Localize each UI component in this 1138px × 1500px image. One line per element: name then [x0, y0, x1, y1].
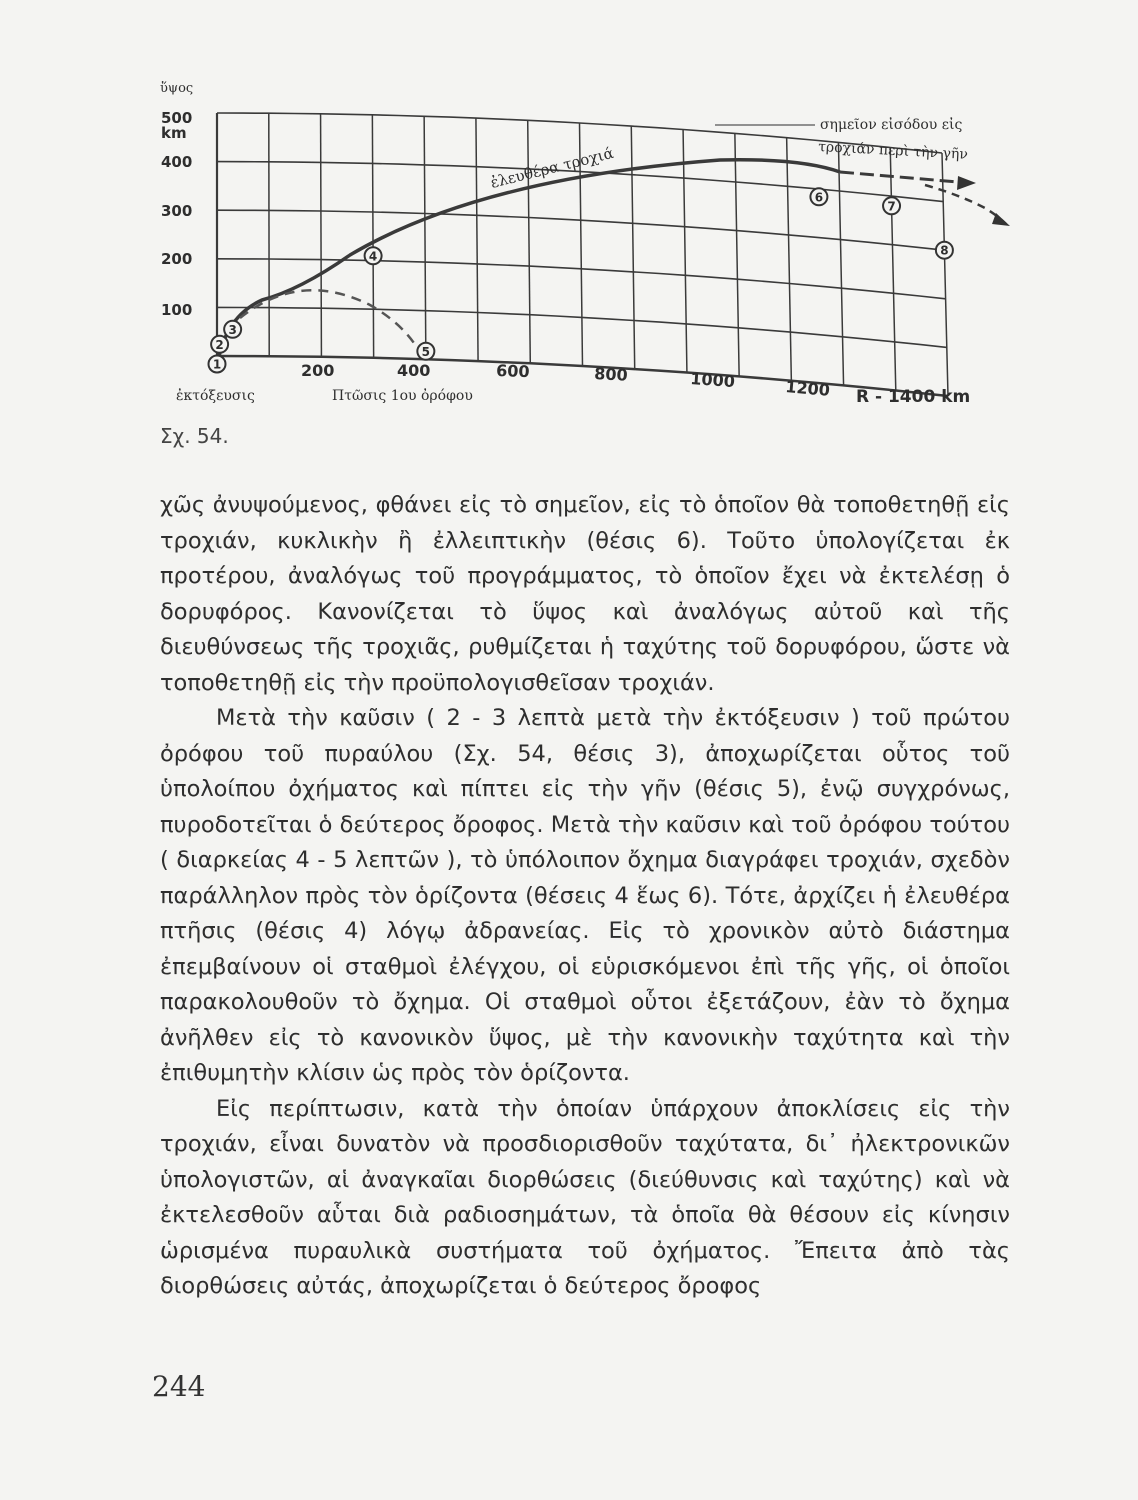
- paragraph-3: Εἰς περίπτωσιν, κατὰ τὴν ὁποίαν ὑπάρχουν ἀποκλίσεις εἰς τὴν τροχιάν, εἶναι δυνατὸν νὰ προσδιορισθοῦν ταχύτατα, δι᾽ ἠλεκτρονικῶν ὑπολογιστῶν, αἱ ἀναγκαῖαι διορθώσεις (διεύθυνσις καὶ ταχύτης) καὶ νὰ ἐκτελεσθοῦν αὗται διὰ ραδιοσημάτων, τὰ ὁποῖα θὰ θέσουν εἰς κίνησιν ὡρισμένα πυραυλικὰ συστήματα τοῦ ὀχήματος. Ἔπειτα ἀπὸ τὰς διορθώσεις αὐτάς, ἀποχωρίζεται ὁ δεύτερος ὄροφος: [160, 1095, 1010, 1299]
- y-tick-500: 500: [161, 109, 193, 127]
- free-flight-label: ἐλευθέρα τροχιά: [488, 143, 616, 192]
- position-marker-label: 5: [421, 344, 431, 359]
- first-stage-fall-label: Πτῶσις 1ου ὀρόφου: [332, 388, 473, 404]
- trajectory-figure: [0, 0, 1138, 440]
- x-tick-1200: 1200: [784, 377, 831, 400]
- position-marker-1: [209, 356, 226, 373]
- grid-line-v900: [683, 130, 687, 373]
- grid-line-v1200: [838, 142, 843, 385]
- grid-line-v1300: [890, 147, 896, 390]
- grid-line-v1000: [735, 133, 739, 376]
- position-marker-label: 7: [887, 199, 896, 214]
- position-marker-label: 6: [814, 190, 824, 205]
- position-marker-4: [365, 247, 382, 264]
- position-marker-3: [224, 321, 241, 338]
- paragraph-2: Μετὰ τὴν καῦσιν ( 2 - 3 λεπτὰ μετὰ τὴν ἐκτόξευσιν ) τοῦ πρώτου ὀρόφου τοῦ πυραύλου (Σχ. 54, θέσις 3), ἀποχωρίζεται οὗτος τοῦ ὑπολοίπου ὀχήματος καὶ πίπτει εἰς τὴν γῆν (θέσις 5), ἐνῷ συγχρόνως, πυροδοτεῖται ὁ δεύτερος ὄροφος. Μετὰ τὴν καῦσιν καὶ τοῦ ὀρόφου τούτου ( διαρκείας 4 - 5 λεπτῶν ), τὸ ὑπόλοιπον ὄχημα διαγράφει τροχιάν, σχεδὸν παράλληλον πρὸς τὸν ὁρίζοντα (θέσεις 4 ἕως 6). Τότε, ἀρχίζει ἡ ἐλευθέρα πτῆσις (θέσις 4) λόγῳ ἀδρανείας. Εἰς τὸ χρονικὸν αὐτὸ διάστημα ἐπεμβαίνουν οἱ σταθμοὶ ἐλέγχου, οἱ εὑρισκόμενοι ἐπὶ τῆς γῆς, οἱ ὁποῖοι παρακολουθοῦν τὸ ὄχημα. Οἱ σταθμοὶ οὗτοι ἐξετάζουν, ἐὰν τὸ ὄχημα ἀνῆλθεν εἰς τὸ κανονικὸν ὕψος, μὲ τὴν κανονικὴν ταχύτητα καὶ τὴν ἐπιθυμητὴν κλίσιν ὡς πρὸς τὸν ὁρίζοντα.: [160, 705, 1010, 1086]
- launch-label: ἐκτόξευσις: [176, 388, 255, 404]
- grid-line-v300: [372, 115, 373, 358]
- position-marker-label: 1: [212, 357, 222, 372]
- position-marker-8: [936, 242, 953, 259]
- grid-line-v500: [476, 118, 478, 361]
- position-marker-label: 4: [368, 249, 378, 264]
- grid-line-v400: [424, 116, 426, 359]
- body-text: [160, 488, 1010, 1305]
- x-axis-end-label: R - 1400 km: [856, 387, 971, 407]
- orbit-arrowhead: [957, 176, 976, 190]
- position-marker-5: [417, 343, 434, 360]
- y-tick-100: 100: [161, 301, 193, 319]
- position-marker-label: 2: [215, 337, 224, 352]
- y-axis-unit: km: [161, 124, 187, 142]
- grid-line-v600: [528, 120, 531, 363]
- y-axis-labels: [160, 81, 193, 319]
- y-tick-400: 400: [161, 153, 193, 171]
- position-marker-label: 3: [228, 322, 237, 337]
- orbit-entry-label-line1: σημεῖον εἰσόδου εἰς: [820, 117, 963, 133]
- position-marker-2: [211, 336, 228, 353]
- x-tick-800: 800: [593, 364, 629, 385]
- grid-line-v800: [631, 126, 634, 369]
- page-number: 244: [152, 1370, 206, 1403]
- descent-path: [925, 185, 1006, 224]
- position-marker-7: [883, 197, 900, 214]
- y-axis-title: ὕψος: [160, 81, 194, 96]
- x-tick-400: 400: [397, 361, 431, 380]
- grid-line-v200: [321, 114, 322, 357]
- x-tick-200: 200: [301, 361, 335, 380]
- x-tick-1000: 1000: [689, 369, 736, 392]
- y-tick-200: 200: [161, 250, 193, 268]
- paragraph-1: χῶς ἀνυψούμενος, φθάνει εἰς τὸ σημεῖον, εἰς τὸ ὁποῖον θὰ τοποθετηθῇ εἰς τροχιάν, κυκλικὴν ἢ ἐλλειπτικὴν (θέσις 6). Τοῦτο ὑπολογίζεται ἐκ προτέρου, ἀναλόγως τοῦ προγράμματος, τὸ ὁποῖον ἔχει νὰ ἐκτελέσῃ ὁ δορυφόρος. Κανονίζεται τὸ ὕψος καὶ ἀναλόγως αὐτοῦ καὶ τῆς διευθύνσεως τῆς τροχιᾶς, ρυθμίζεται ἡ ταχύτης τοῦ δορυφόρου, ὥστε νὰ τοποθετηθῇ εἰς τὴν προϋπολογισθεῖσαν τροχιάν.: [160, 492, 1010, 696]
- y-tick-300: 300: [161, 202, 193, 220]
- figure-caption: Σχ. 54.: [160, 424, 229, 448]
- orbit-path: [840, 172, 958, 182]
- grid-line-v1100: [787, 138, 792, 381]
- position-marker-label: 8: [940, 243, 949, 258]
- orbit-entry-label-line2: τροχιάν περὶ τὴν γῆν: [817, 139, 969, 163]
- x-tick-600: 600: [495, 361, 530, 382]
- position-marker-6: [810, 188, 827, 205]
